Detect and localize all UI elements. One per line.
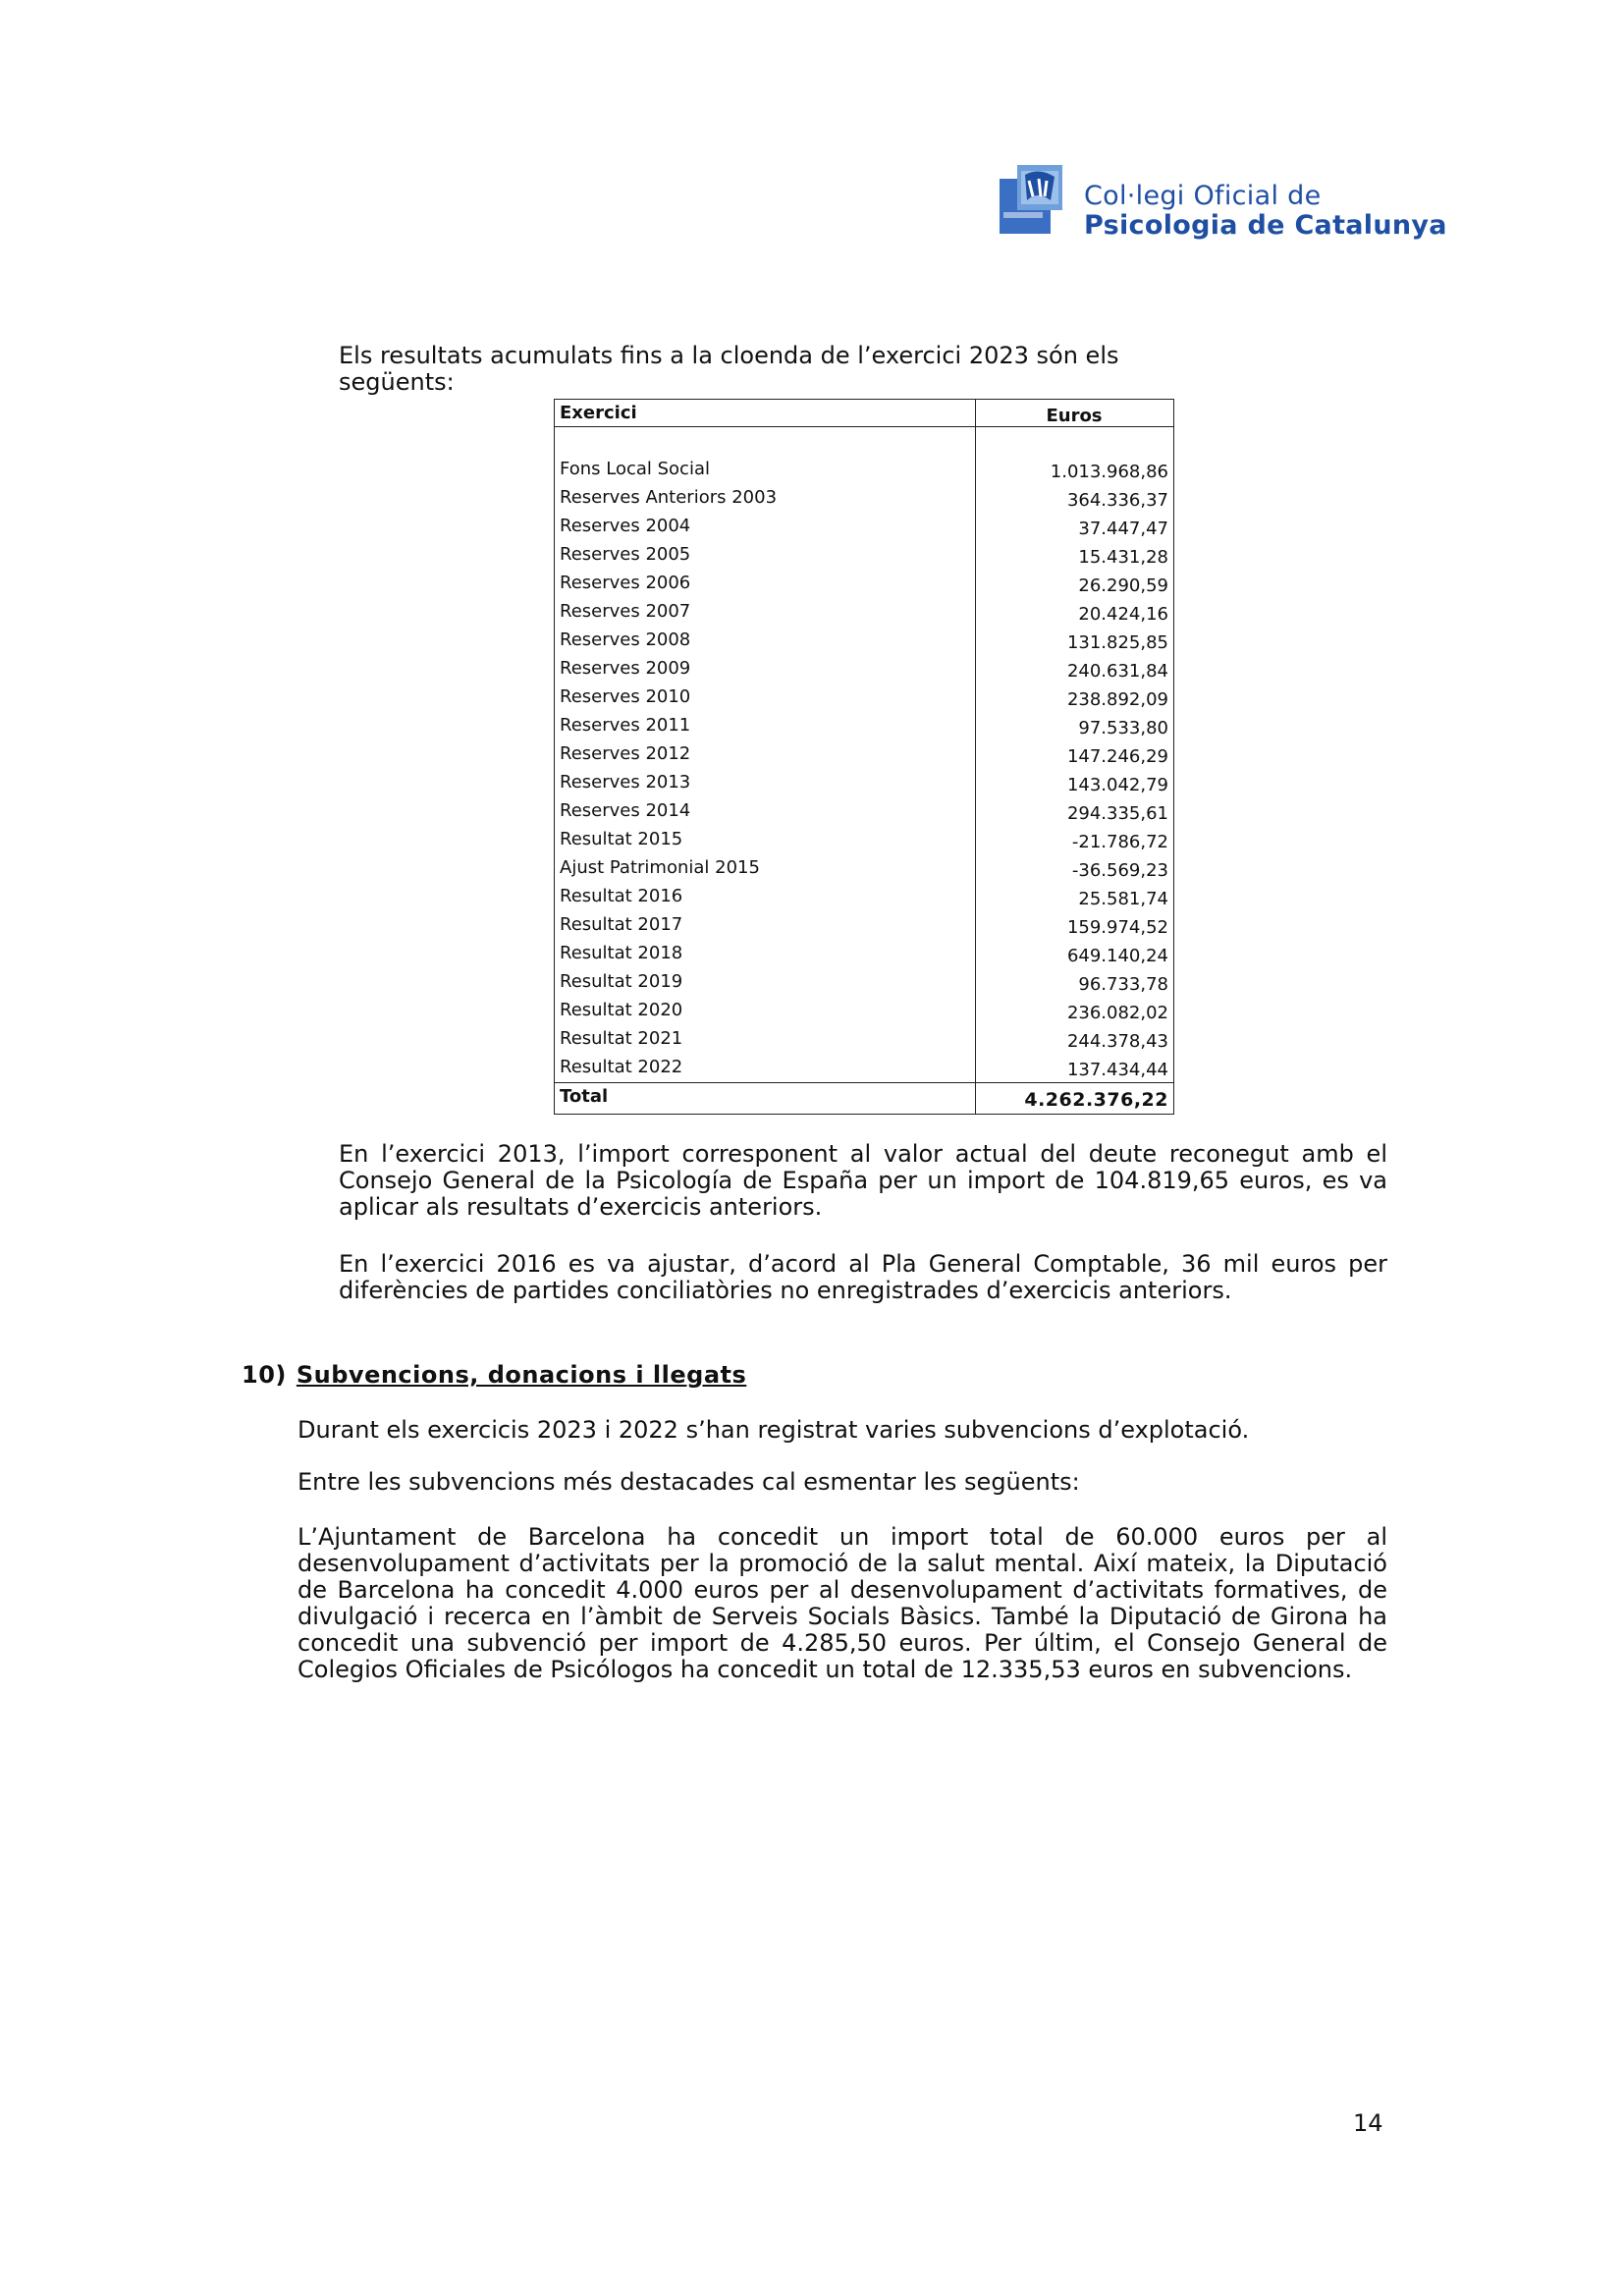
row-value: 25.581,74: [1078, 889, 1168, 909]
table-row: [555, 683, 1173, 711]
table-row: [555, 967, 1173, 996]
row-label: Resultat 2020: [560, 1000, 683, 1020]
row-value: -36.569,23: [1071, 860, 1168, 881]
row-label: Resultat 2018: [560, 943, 683, 963]
section-heading: [242, 1361, 746, 1389]
row-label: Resultat 2015: [560, 829, 683, 849]
table-row: [555, 626, 1173, 654]
table-header-euros: Euros: [1046, 406, 1103, 426]
row-label: Reserves 2013: [560, 772, 691, 793]
section-paragraph-2: Entre les subvencions més destacades cal esmentar les següents:: [298, 1468, 1080, 1496]
table-row: [555, 853, 1173, 882]
table-header-exercici: Exercici: [560, 403, 637, 423]
table-row: [555, 512, 1173, 540]
table-row: [555, 540, 1173, 569]
row-value: 364.336,37: [1066, 490, 1168, 511]
logo-line-1: Col·legi Oficial de: [1084, 181, 1322, 211]
total-value: 4.262.376,22: [1024, 1089, 1168, 1111]
table-row: [555, 654, 1173, 683]
table-row: [555, 910, 1173, 939]
total-label: Total: [560, 1086, 609, 1107]
table-row: [555, 569, 1173, 597]
note-2013-paragraph: En l’exercici 2013, l’import corresponent al valor actual del deute reconegut amb el Consejo General de la Psicología de España per un import de 104.819,65 euros, es va aplicar als resultats d’exercicis anteriors.: [339, 1140, 1387, 1221]
row-value: 15.431,28: [1078, 547, 1168, 568]
row-label: Ajust Patrimonial 2015: [560, 857, 760, 878]
row-label: Reserves Anteriors 2003: [560, 487, 778, 508]
table-row: [555, 882, 1173, 910]
table-row: [555, 1053, 1173, 1081]
row-label: Reserves 2010: [560, 686, 691, 707]
table-row: [555, 1024, 1173, 1053]
row-value: 20.424,16: [1078, 604, 1168, 625]
page-number: 14: [1353, 2109, 1383, 2137]
row-value: 97.533,80: [1078, 718, 1168, 738]
table-total-row: [555, 1082, 1173, 1111]
row-value: 96.733,78: [1078, 974, 1168, 995]
row-label: Reserves 2007: [560, 601, 691, 622]
row-label: Reserves 2011: [560, 715, 691, 736]
row-label: Resultat 2016: [560, 886, 683, 906]
row-label: Reserves 2005: [560, 544, 691, 565]
table-row: [555, 939, 1173, 967]
table-row: [555, 483, 1173, 512]
row-value: 236.082,02: [1066, 1003, 1168, 1023]
section-paragraph-1: Durant els exercicis 2023 i 2022 s’han registrat varies subvencions d’explotació.: [298, 1416, 1250, 1444]
accumulated-results-table: [554, 399, 1174, 1115]
table-row: [555, 768, 1173, 796]
row-label: Reserves 2014: [560, 800, 691, 821]
row-label: Resultat 2021: [560, 1028, 683, 1049]
table-row: [555, 796, 1173, 825]
table-row: [555, 996, 1173, 1024]
section-number: 10): [242, 1361, 287, 1389]
table-row: [555, 739, 1173, 768]
row-label: Reserves 2006: [560, 573, 691, 593]
row-value: 137.434,44: [1066, 1060, 1168, 1080]
row-value: 143.042,79: [1066, 775, 1168, 795]
row-value: 1.013.968,86: [1050, 462, 1168, 482]
row-value: 294.335,61: [1066, 803, 1168, 824]
institution-logo: [1000, 157, 1447, 246]
table-row: [555, 597, 1173, 626]
row-value: 131.825,85: [1066, 632, 1168, 653]
row-label: Reserves 2012: [560, 743, 691, 764]
row-label: Resultat 2019: [560, 971, 683, 992]
row-value: 26.290,59: [1078, 575, 1168, 596]
table-row: [555, 711, 1173, 739]
row-value: 649.140,24: [1066, 946, 1168, 966]
row-value: 244.378,43: [1066, 1031, 1168, 1052]
table-header-divider: [555, 426, 1173, 427]
row-value: 240.631,84: [1066, 661, 1168, 682]
row-value: 37.447,47: [1078, 519, 1168, 539]
note-2016-paragraph: En l’exercici 2016 es va ajustar, d’acord al Pla General Comptable, 36 mil euros per diferències de partides conciliatòries no enregistrades d’exercicis anteriors.: [339, 1250, 1387, 1304]
section-title: Subvencions, donacions i llegats: [296, 1361, 747, 1389]
row-label: Fons Local Social: [560, 459, 710, 479]
logo-line-2: Psicologia de Catalunya: [1084, 210, 1447, 241]
row-value: 238.892,09: [1066, 689, 1168, 710]
table-row: [555, 825, 1173, 853]
row-value: 159.974,52: [1066, 917, 1168, 938]
section-paragraph-3: L’Ajuntament de Barcelona ha concedit un import total de 60.000 euros per al desenvolupament d’activitats per la promoció de la salut mental. Així mateix, la Diputació de Barcelona ha concedit 4.000 euros per al desenvolupament d’activitats formatives, de divulgació i recerca en l’àmbit de Serveis Socials Bàsics. També la Diputació de Girona ha concedit una subvenció per import de 4.285,50 euros. Per últim, el Consejo General de Colegios Oficiales de Psicólogos ha concedit un total de 12.335,53 euros en subvencions.: [298, 1523, 1387, 1683]
row-label: Resultat 2017: [560, 914, 683, 935]
row-value: 147.246,29: [1066, 746, 1168, 767]
row-label: Reserves 2004: [560, 516, 691, 536]
row-label: Reserves 2009: [560, 658, 691, 679]
logo-mark-icon: [1000, 161, 1068, 236]
table-row: [555, 455, 1173, 483]
intro-text: Els resultats acumulats fins a la cloenda de l’exercici 2023 són els següents:: [339, 342, 1119, 396]
row-value: -21.786,72: [1071, 832, 1168, 852]
row-label: Resultat 2022: [560, 1057, 683, 1077]
row-label: Reserves 2008: [560, 629, 691, 650]
